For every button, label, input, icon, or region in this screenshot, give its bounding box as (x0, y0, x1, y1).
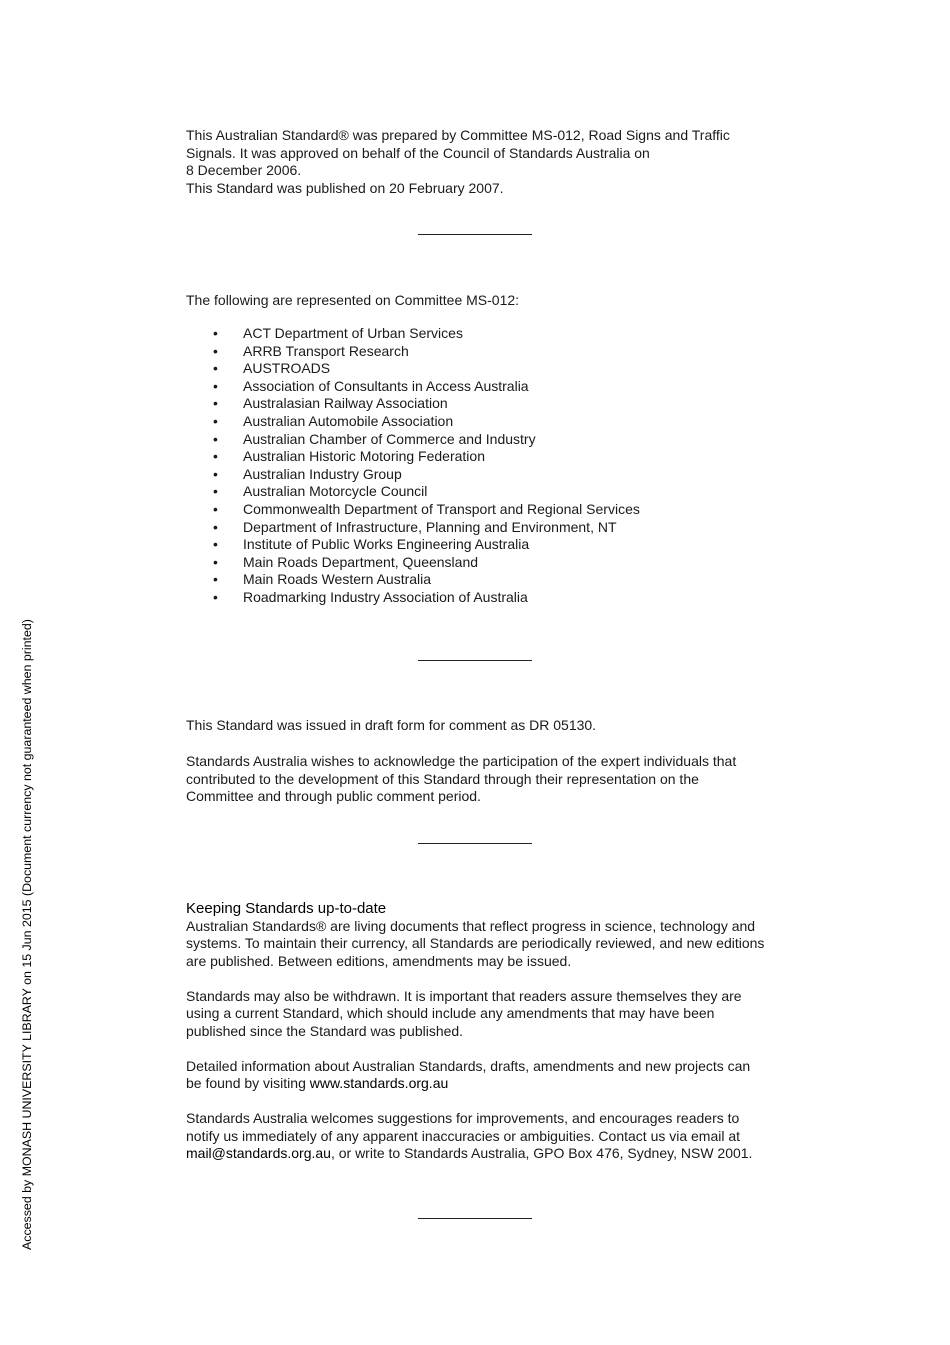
paragraph-website (186, 1058, 786, 1093)
text-line: systems. To maintain their currency, all Standards are periodically reviewed, and new editions (186, 935, 765, 951)
section-heading: Keeping Standards up-to-date (186, 900, 387, 917)
bullet-icon: • (213, 395, 218, 412)
text-line (186, 1145, 786, 1163)
bullet-icon: • (213, 536, 218, 553)
bullet-icon: • (213, 412, 218, 429)
text-line: contributed to the development of this Standard through their representation on the (186, 770, 699, 787)
text-line: Australian Standards® are living documents that reflect progress in science, technology and (186, 917, 756, 934)
bullet-icon: • (213, 571, 218, 588)
list-item (186, 519, 640, 537)
list-item (186, 431, 640, 449)
text-line: Detailed information about Australian Standards, drafts, amendments and new projects can (186, 1057, 751, 1074)
paragraph-living-documents (186, 918, 786, 971)
bullet-icon: • (213, 483, 218, 500)
bullet-icon: • (213, 360, 218, 377)
list-item (186, 378, 640, 396)
list-item (186, 395, 640, 413)
member-name: ARRB Transport Research (243, 342, 409, 359)
member-name: Main Roads Western Australia (243, 571, 432, 588)
member-name: Australian Industry Group (243, 465, 402, 482)
text-line: published since the Standard was published. (186, 1022, 464, 1039)
list-item (186, 325, 640, 343)
section-divider (418, 234, 532, 235)
member-name: Australian Motorcycle Council (243, 483, 428, 500)
bullet-icon: • (213, 553, 218, 570)
list-item (186, 448, 640, 466)
bullet-icon: • (213, 465, 218, 482)
member-name: ACT Department of Urban Services (243, 325, 463, 341)
acknowledgement-paragraph (186, 753, 786, 806)
draft-notice: This Standard was issued in draft form for comment as DR 05130. (186, 717, 597, 733)
list-item (186, 343, 640, 361)
text-line (186, 1075, 786, 1093)
text-line: using a current Standard, which should include any amendments that may have been (186, 1005, 715, 1021)
list-item (186, 536, 640, 554)
member-name: Department of Infrastructure, Planning and Environment, NT (243, 518, 617, 535)
list-item (186, 554, 640, 572)
approval-statement (186, 127, 786, 197)
text-line: notify us immediately of any apparent inaccuracies or ambiguities. Contact us via email at (186, 1127, 741, 1144)
list-item (186, 483, 640, 501)
bullet-icon: • (213, 500, 218, 517)
bullet-icon: • (213, 430, 218, 447)
approval-line: This Australian Standard® was prepared by Committee MS-012, Road Signs and Traffic (186, 127, 730, 143)
member-name: Australian Automobile Association (243, 412, 454, 429)
email-link[interactable]: mail@standards.org.au (186, 1145, 331, 1161)
text-line: Standards Australia welcomes suggestions for improvements, and encourages readers to (186, 1110, 740, 1126)
committee-intro: The following are represented on Committee MS-012: (186, 292, 520, 308)
member-name: Institute of Public Works Engineering Australia (243, 536, 530, 553)
bullet-icon: • (213, 588, 218, 605)
member-name: AUSTROADS (243, 360, 331, 377)
member-name: Australian Historic Motoring Federation (243, 448, 485, 465)
uptodate-section (186, 900, 786, 1163)
paragraph-withdrawn (186, 988, 786, 1041)
bullet-icon: • (213, 325, 218, 341)
member-name: Australasian Railway Association (243, 395, 448, 412)
text-fragment: , or write to Standards Australia, GPO Box 476, Sydney, NSW 2001. (330, 1145, 753, 1161)
publication-date-line: This Standard was published on 20 February 2007. (186, 179, 504, 196)
list-item (186, 571, 640, 589)
text-line: Standards may also be withdrawn. It is important that readers assure themselves they are (186, 987, 742, 1004)
paragraph-contact (186, 1110, 786, 1163)
list-item (186, 413, 640, 431)
member-name: Australian Chamber of Commerce and Industry (243, 430, 536, 447)
bullet-icon: • (213, 518, 218, 535)
approval-line: 8 December 2006. (186, 162, 302, 178)
website-link[interactable]: www.standards.org.au (309, 1075, 449, 1091)
list-item (186, 466, 640, 484)
text-fragment: be found by visiting (186, 1075, 310, 1091)
member-name: Commonwealth Department of Transport and Regional Services (243, 500, 640, 517)
text-line: Committee and through public comment period. (186, 788, 481, 804)
section-divider (418, 660, 532, 661)
access-watermark: Accessed by MONASH UNIVERSITY LIBRARY on 15 Jun 2015 (Document currency not guaranteed when printed) (20, 619, 34, 1250)
text-line: are published. Between editions, amendments may be issued. (186, 952, 572, 969)
bullet-icon: • (213, 342, 218, 359)
section-divider (418, 843, 532, 844)
member-name: Main Roads Department, Queensland (243, 553, 479, 570)
member-name: Roadmarking Industry Association of Australia (243, 588, 528, 605)
approval-line: Signals. It was approved on behalf of the Council of Standards Australia on (186, 144, 650, 161)
list-item (186, 589, 640, 607)
text-line: Standards Australia wishes to acknowledge the participation of the expert individuals that (186, 753, 737, 769)
section-divider (418, 1218, 532, 1219)
member-name: Association of Consultants in Access Australia (243, 377, 529, 394)
list-item (186, 501, 640, 519)
list-item (186, 360, 640, 378)
bullet-icon: • (213, 448, 218, 465)
bullet-icon: • (213, 377, 218, 394)
committee-member-list (186, 325, 640, 607)
